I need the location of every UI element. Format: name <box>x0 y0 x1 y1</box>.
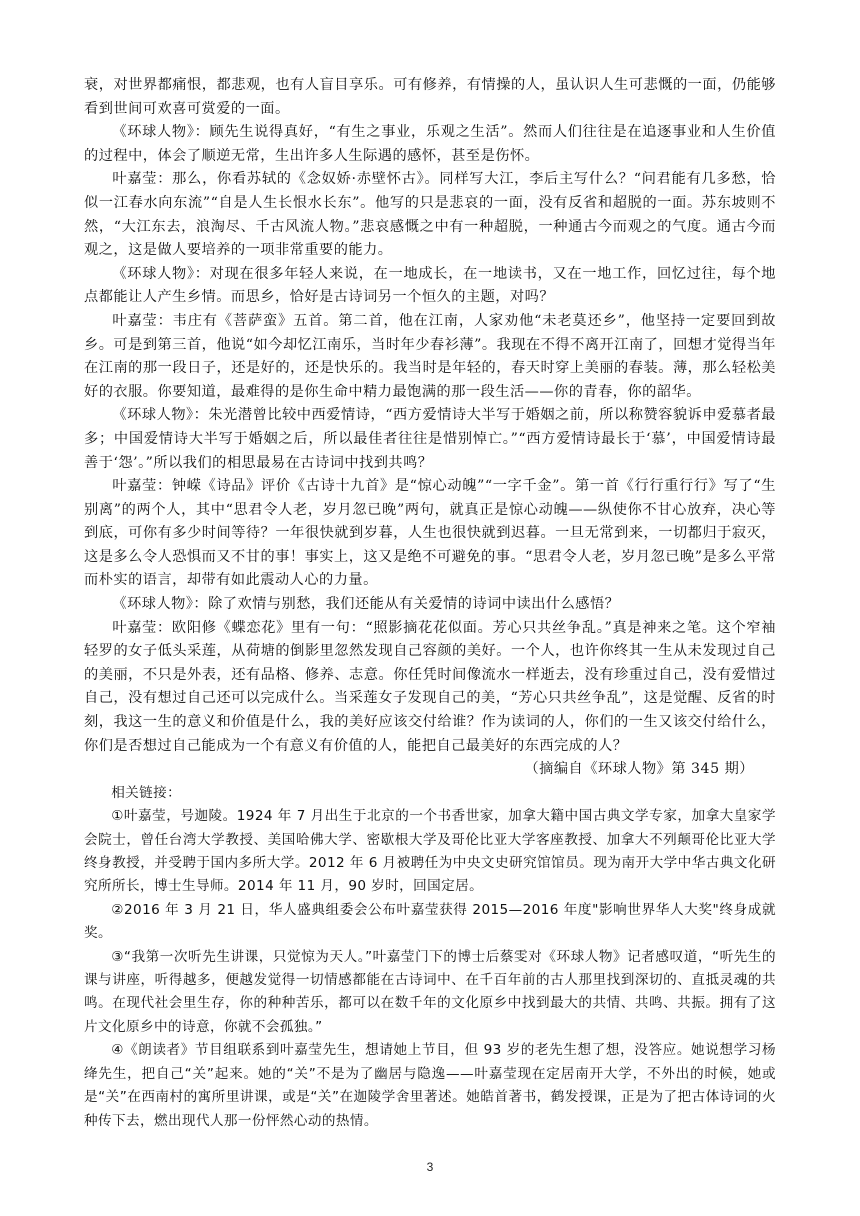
related-links-section <box>84 782 776 1133</box>
paragraph-continued: 衰，对世界都痛恨，都悲观，也有人盲目享乐。可有修养，有情操的人，虽认识人生可悲慨的一面，仍能够看到世间可欢喜可赏爱的一面。 <box>84 77 776 117</box>
page-number: 3 <box>426 1160 434 1174</box>
related-link-item: ③“我第一次听先生讲课，只觉惊为天人。”叶嘉莹门下的博士后蔡雯对《环球人物》记者感叹道，“听先生的课与讲座，听得越多，便越发觉得一切情感都能在古诗词中、在千百年前的古人那里找到深切的、直抵灵魂的共鸣。在现代社会里生存，你的种种苦乐，都可以在数千年的文化原乡中找到最大的共情、共鸣、共振。拥有了这片文化原乡中的诗意，你就不会孤独。” <box>84 948 776 1035</box>
paragraph-interview-answer: 叶嘉莹：钟嵘《诗品》评价《古诗十九首》是“惊心动魄”“一字千金”。第一首《行行重行行》写了“生别离”的两个人，其中“思君令人老，岁月忽已晚”两句，就真正是惊心动魄——纵使你不甘心放弃，决心等到底，可你有多少时间等待？一年很快就到岁暮，人生也很快就到迟暮。一旦无常到来，一切都归于寂灭，这是多么令人恐惧而又不甘的事！事实上，这又是绝不可避免的事。“思君令人老，岁月忽已晚”是多么平常而朴实的语言，却带有如此震动人心的力量。 <box>84 478 776 589</box>
related-link-item: ④《朗读者》节目组联系到叶嘉莹先生，想请她上节目，但 93 岁的老先生想了想，没答应。她说想学习杨绛先生，把自己“关”起来。她的“关”不是为了幽居与隐逸——叶嘉莹现在定居南开大学，不外出的时候，她或是“关”在西南村的寓所里讲课，或是“关”在迦陵学舍里著述。她皓首著书，鹤发授课，正是为了把古体诗词的火种传下去，燃出现代人那一份怦然心动的热情。 <box>84 1042 776 1129</box>
paragraph-interview-question: 《环球人物》：朱光潜曾比较中西爱情诗，“西方爱情诗大半写于婚姻之前，所以称赞容貌诉申爱慕者最多；中国爱情诗大半写于婚姻之后，所以最佳者往往是惜别悼亡。”“西方爱情诗最长于‘慕’，中国爱情诗最善于‘怨’。”所以我们的相思最易在古诗词中找到共鸣？ <box>84 407 776 471</box>
paragraph-interview-question: 《环球人物》：对现在很多年轻人来说，在一地成长，在一地读书，又在一地工作，回忆过往，每个地点都能让人产生乡情。而思乡，恰好是古诗词另一个恒久的主题，对吗？ <box>84 265 776 306</box>
paragraph-interview-answer: 叶嘉莹：欧阳修《蝶恋花》里有一句：“照影摘花花似面。芳心只共丝争乱。”真是神来之笔。这个窄袖轻罗的女子低头采莲，从荷塘的倒影里忽然发现自己容颜的美好。一个人，也许你终其一生从未发现过自己的美丽，不只是外表，还有品格、修养、志意。你任凭时间像流水一样逝去，没有珍重过自己，没有爱惜过自己，没有想过自己还可以完成什么。当采莲女子发现自己的美，“芳心只共丝争乱”，这是觉醒、反省的时刻，我这一生的意义和价值是什么，我的美好应该交付给谁？作为读词的人，你们的一生又该交付给什么，你们是否想过自己能成为一个有意义有价值的人，能把自己最美好的东西完成的人？ <box>84 619 776 754</box>
related-links-heading: 相关链接： <box>111 784 182 801</box>
source-citation: （摘编自《环球人物》第 345 期） <box>524 761 754 778</box>
article-body <box>84 74 776 1133</box>
related-link-item: ①叶嘉莹，号迦陵。1924 年 7 月出生于北京的一个书香世家，加拿大籍中国古典文学专家，加拿大皇家学会院士，曾任台湾大学教授、美国哈佛大学、密歇根大学及哥伦比亚大学客座教授、加拿大不列颠哥伦比亚大学终身教授，并受聘于国内多所大学。2012 年 6 月被聘任为中央文史研究馆馆员。现为南开大学中华古典文化研究所所长，博士生导师。2014 年 11 月，90 岁时，回国定居。 <box>84 808 776 895</box>
related-link-item: ②2016 年 3 月 21 日，华人盛典组委会公布叶嘉莹获得 2015—2016 年度"影响世界华人大奖"终身成就奖。 <box>84 901 776 942</box>
paragraph-interview-answer: 叶嘉莹：韦庄有《菩萨蛮》五首。第二首，他在江南，人家劝他“未老莫还乡”，他坚持一定要回到故乡。可是到第三首，他说“如今却忆江南乐，当时年少春衫薄”。我现在不得不离开江南了，回想才觉得当年在江南的那一段日子，还是好的，还是快乐的。我当时是年轻的，春天时穿上美丽的春装。薄，那么轻松美好的衣服。你要知道，最难得的是你生命中精力最饱满的那一段生活——你的青春，你的韶华。 <box>84 312 776 400</box>
paragraph-interview-question: 《环球人物》：除了欢情与别愁，我们还能从有关爱情的诗词中读出什么感悟？ <box>112 596 620 613</box>
paragraph-interview-question: 《环球人物》：顾先生说得真好，“有生之事业，乐观之生活”。然而人们往往是在追逐事业和人生价值的过程中，体会了顺逆无常，生出许多人生际遇的感怀，甚至是伤怀。 <box>84 124 776 164</box>
paragraph-interview-answer: 叶嘉莹：那么，你看苏轼的《念奴娇·赤壁怀古》。同样写大江，李后主写什么？“问君能有几多愁，恰似一江春水向东流”“自是人生长恨水长东”。他写的只是悲哀的一面，没有反省和超脱的一面。苏东坡则不然，“大江东去，浪淘尽、千古风流人物。”悲哀感慨之中有一种超脱，一种通古今而观之的气度。通古今而观之，这是做人要培养的一项非常重要的能力。 <box>84 171 776 259</box>
